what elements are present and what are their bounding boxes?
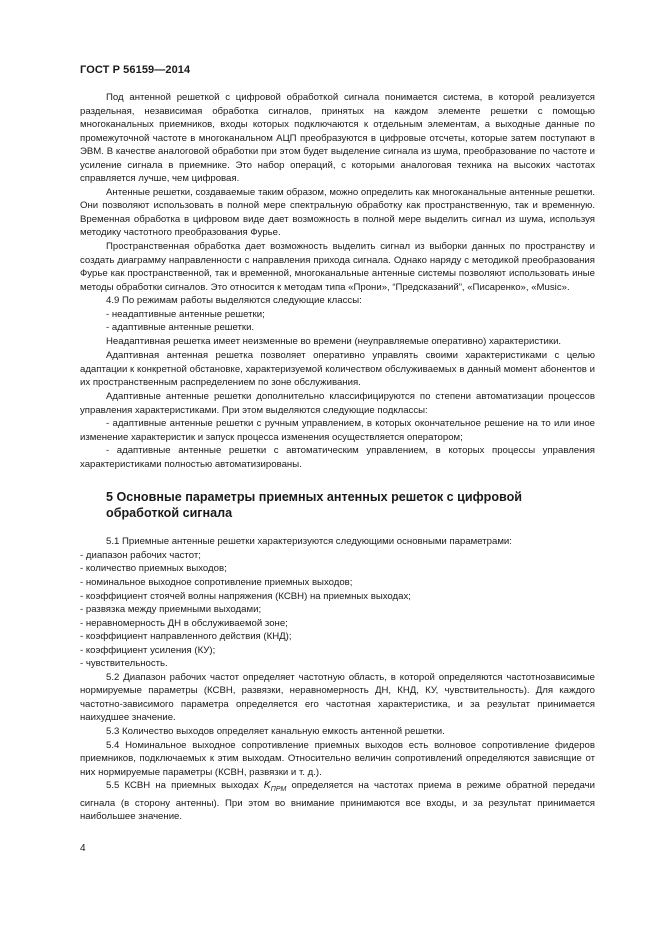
clause-4-9: 4.9 По режимам работы выделяются следующие классы:: [106, 295, 362, 307]
clause-5-4: 5.4 Номинальное выходное сопротивление приемных выходов есть волновое сопротивление фидеров приемников, подключаемых к этим выходам. Относительно величин сопротивлений определяются зависящие от них нормируемые параметры (КСВН, развязки и т. д.).: [80, 739, 595, 778]
list-item: - количество приемных выходов;: [80, 563, 227, 575]
page-number: 4: [80, 843, 86, 854]
clause-5-5-lead: 5.5 КСВН на приемных выходах: [106, 780, 264, 792]
list-item: - чувствительность.: [80, 658, 168, 670]
list-item: - коэффициент стоячей волны напряжения (КСВН) на приемных выходах;: [80, 590, 411, 602]
list-item: - номинальное выходное сопротивление приемных выходов;: [80, 576, 353, 588]
list-item: - адаптивные антенные решетки.: [106, 322, 255, 334]
kswr-subscript: ПРМ: [270, 786, 287, 794]
document-body: [80, 91, 595, 824]
paragraph-automation-classes: Адаптивные антенные решетки дополнительно классифицируются по степени автоматизации процессов управления характеристиками. При этом выделяются следующие подклассы:: [80, 391, 595, 416]
list-item: - адаптивные антенные решетки с автоматическим управлением, в которых процессы управления характеристиками полностью автоматизированы.: [80, 445, 595, 470]
clause-5-3: 5.3 Количество выходов определяет канальную емкость антенной решетки.: [106, 725, 445, 737]
list-item: - коэффициент усиления (КУ);: [80, 644, 216, 656]
paragraph-multichannel-arrays: Антенные решетки, создаваемые таким образом, можно определить как многоканальные антенные решетки. Они позволяют использовать в полной мере спектральную обработку как пространственную, так и временную. Временная обработка в цифровом виде дает возможность в полной мере выделить сигнал из шума, используя методику частотного преобразования Фурье.: [80, 186, 595, 239]
list-item: - коэффициент направленного действия (КНД);: [80, 631, 292, 643]
clause-5-2: 5.2 Диапазон рабочих частот определяет частотную область, в которой определяются частотнозависимые нормируемые параметры (КСВН, развязки, неравномерность ДН, КНД, КУ, чувствительность). Для каждого частотно-зависимого параметра определяется его частотная характеристика, и за результат принимается наихудшее значение.: [80, 671, 595, 724]
list-item: - неравномерность ДН в обслуживаемой зоне;: [80, 617, 288, 629]
document-header: ГОСТ Р 56159—2014: [80, 64, 191, 76]
clause-5-5-rest: определяется на частотах приема в режиме обратной передачи сигнала (в сторону антенны). При этом во внимание принимаются все входы, и за результат принимается наибольшее значение.: [80, 780, 595, 823]
kswr-symbol: K: [263, 779, 271, 792]
clause-5-1: 5.1 Приемные антенные решетки характеризуются следующими основными параметрами:: [106, 536, 512, 548]
paragraph-nonadaptive: Неадаптивная решетка имеет неизменные во времени (неуправляемые оперативно) характеристики.: [106, 335, 562, 347]
list-item: - адаптивные антенные решетки с ручным управлением, в которых окончательное решение на то или иное изменение характеристик и запуск процесса изменения осуществляется оператором;: [80, 418, 595, 443]
paragraph-digital-array-definition: Под антенной решеткой с цифровой обработкой сигнала понимается система, в которой реализуется раздельная, независимая обработка сигналов, принятых на каждом элементе решетки с помощью многоканальных приемников, входы которых подключаются к отдельным элементам, а выходные данные по промежуточной частоте в многоканальном АЦП преобразуются в цифровые отсчеты, которые затем поступают в ЭВМ. В качестве аналоговой обработки при этом будет выделение сигнала из шума, преобразование по частоте и усиление сигнала в приемнике. Это набор операций, с которыми аналоговая техника на высоких частотах справляется лучше, чем цифровая.: [80, 92, 595, 185]
section-5-title: 5 Основные параметры приемных антенных решеток с цифровой обработкой сигнала: [106, 490, 523, 521]
list-item: - неадаптивные антенные решетки;: [106, 308, 265, 320]
clause-5-5: [80, 779, 595, 824]
paragraph-spatial-processing: Пространственная обработка дает возможность выделить сигнал из выборки данных по пространству и создать диаграмму направленности с направления прихода сигнала. Однако наряду с методикой преобразования Фурье как пространственной, так и временной, многоканальные антенные системы позволяют использовать иные методы обработки сигналов. Это относится к методам типа «Прони», “Предсказаний”, «Писаренко», «Music».: [80, 241, 595, 293]
paragraph-adaptive: Адаптивная антенная решетка позволяет оперативно управлять своими характеристиками с целью адаптации к конкретной обстановке, характеризуемой количеством обслуживаемых в данный момент абонентов и их пространственным распределением по зоне обслуживания.: [80, 350, 595, 389]
list-item: - развязка между приемными выходами;: [80, 604, 262, 616]
list-item: - диапазон рабочих частот;: [80, 549, 201, 561]
